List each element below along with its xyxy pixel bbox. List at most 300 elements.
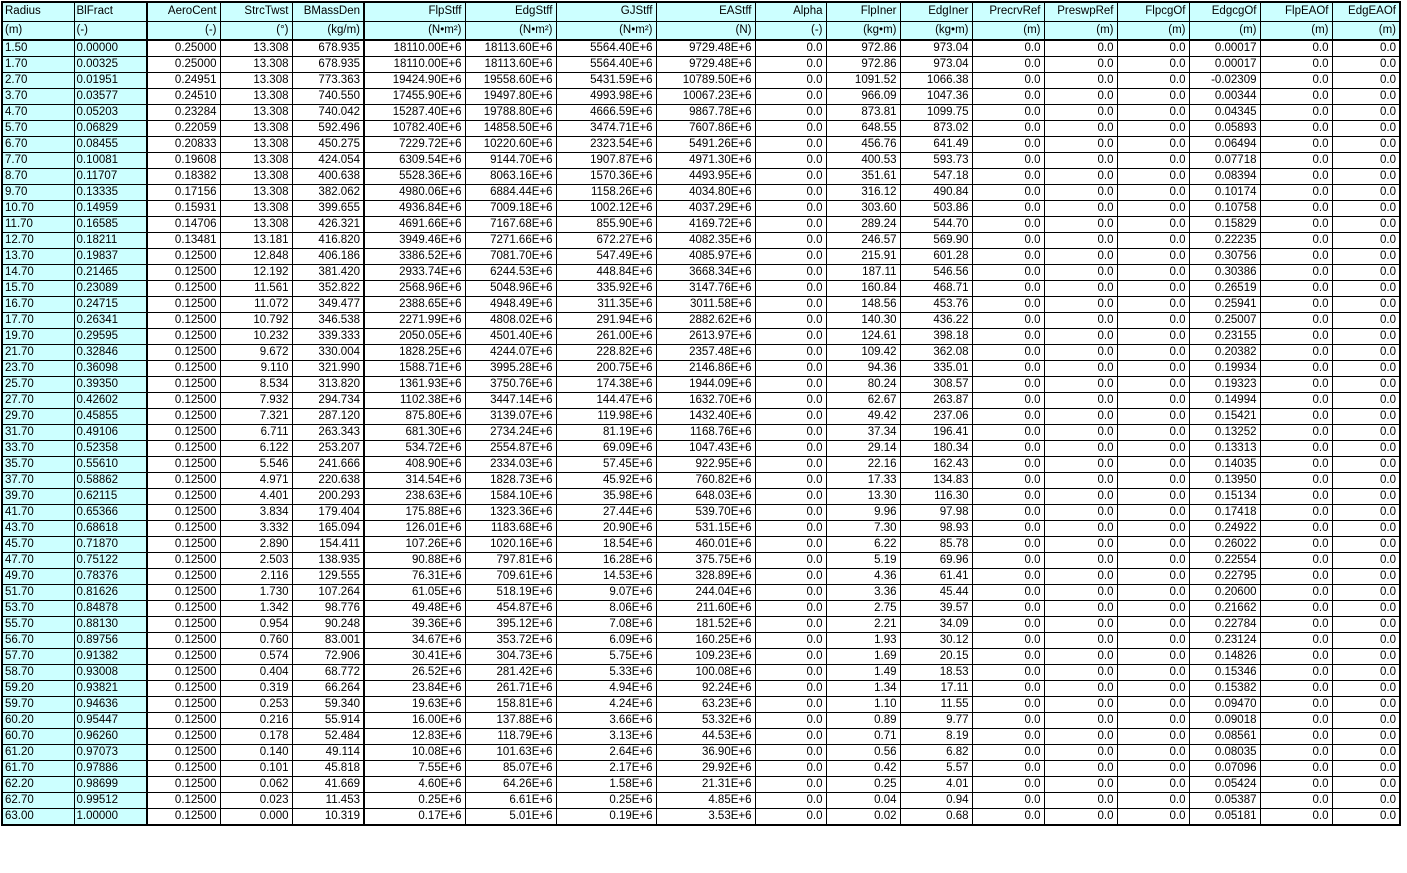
cell-blfract: 0.96260	[74, 729, 147, 745]
cell-preswpref: 0.0	[1044, 489, 1117, 505]
cell-alpha: 0.0	[755, 441, 826, 457]
cell-preswpref: 0.0	[1044, 521, 1117, 537]
cell-flpeaof: 0.0	[1260, 409, 1332, 425]
cell-alpha: 0.0	[755, 761, 826, 777]
cell-blfract: 0.00325	[74, 57, 147, 73]
cell-edgcgof: 0.30756	[1189, 249, 1260, 265]
cell-flpstff: 18110.00E+6	[364, 40, 465, 57]
cell-alpha: 0.0	[755, 89, 826, 105]
cell-edginer: 1099.75	[900, 105, 972, 121]
column-unit-flpeaof: (m)	[1260, 22, 1332, 41]
cell-eastff: 922.95E+6	[656, 457, 755, 473]
cell-aerocent: 0.14706	[147, 217, 220, 233]
cell-flpiner: 0.25	[826, 777, 900, 793]
cell-flpstff: 2933.74E+6	[364, 265, 465, 281]
cell-edginer: 263.87	[900, 393, 972, 409]
cell-blfract: 0.65366	[74, 505, 147, 521]
cell-bmassden: 352.822	[292, 281, 364, 297]
table-row	[2, 153, 1400, 169]
cell-flpeaof: 0.0	[1260, 105, 1332, 121]
cell-alpha: 0.0	[755, 201, 826, 217]
cell-edginer: 641.49	[900, 137, 972, 153]
cell-edgstff: 4948.49E+6	[465, 297, 556, 313]
cell-radius: 14.70	[2, 265, 74, 281]
cell-blfract: 0.10081	[74, 153, 147, 169]
cell-precrvref: 0.0	[972, 697, 1044, 713]
cell-gjstff: 35.98E+6	[556, 489, 656, 505]
cell-gjstff: 448.84E+6	[556, 265, 656, 281]
cell-aerocent: 0.20833	[147, 137, 220, 153]
cell-edgstff: 10220.60E+6	[465, 137, 556, 153]
cell-aerocent: 0.12500	[147, 473, 220, 489]
column-header-flpcgof: FlpcgOf	[1117, 2, 1189, 22]
cell-strctwst: 13.308	[220, 217, 292, 233]
cell-edgcgof: 0.09470	[1189, 697, 1260, 713]
cell-edgcgof: 0.05893	[1189, 121, 1260, 137]
cell-preswpref: 0.0	[1044, 681, 1117, 697]
table-row	[2, 425, 1400, 441]
cell-precrvref: 0.0	[972, 361, 1044, 377]
cell-precrvref: 0.0	[972, 57, 1044, 73]
cell-precrvref: 0.0	[972, 521, 1044, 537]
cell-precrvref: 0.0	[972, 393, 1044, 409]
cell-flpiner: 62.67	[826, 393, 900, 409]
cell-edgstff: 4244.07E+6	[465, 345, 556, 361]
cell-flpiner: 0.56	[826, 745, 900, 761]
cell-edgeaof: 0.0	[1332, 409, 1400, 425]
cell-bmassden: 179.404	[292, 505, 364, 521]
cell-strctwst: 0.101	[220, 761, 292, 777]
cell-flpstff: 314.54E+6	[364, 473, 465, 489]
cell-alpha: 0.0	[755, 681, 826, 697]
cell-flpeaof: 0.0	[1260, 169, 1332, 185]
cell-blfract: 0.97073	[74, 745, 147, 761]
cell-flpcgof: 0.0	[1117, 57, 1189, 73]
cell-gjstff: 1907.87E+6	[556, 153, 656, 169]
cell-edgstff: 261.71E+6	[465, 681, 556, 697]
cell-flpcgof: 0.0	[1117, 489, 1189, 505]
cell-edgstff: 2334.03E+6	[465, 457, 556, 473]
cell-gjstff: 4666.59E+6	[556, 105, 656, 121]
cell-strctwst: 4.401	[220, 489, 292, 505]
cell-preswpref: 0.0	[1044, 761, 1117, 777]
cell-strctwst: 0.216	[220, 713, 292, 729]
cell-blfract: 0.81626	[74, 585, 147, 601]
cell-blfract: 0.68618	[74, 521, 147, 537]
cell-edginer: 30.12	[900, 633, 972, 649]
cell-edgcgof: 0.13313	[1189, 441, 1260, 457]
cell-radius: 11.70	[2, 217, 74, 233]
cell-radius: 49.70	[2, 569, 74, 585]
cell-aerocent: 0.12500	[147, 361, 220, 377]
cell-preswpref: 0.0	[1044, 505, 1117, 521]
cell-gjstff: 81.19E+6	[556, 425, 656, 441]
cell-flpiner: 7.30	[826, 521, 900, 537]
cell-aerocent: 0.12500	[147, 249, 220, 265]
cell-precrvref: 0.0	[972, 249, 1044, 265]
cell-flpiner: 5.19	[826, 553, 900, 569]
cell-flpcgof: 0.0	[1117, 89, 1189, 105]
cell-precrvref: 0.0	[972, 633, 1044, 649]
cell-flpstff: 1588.71E+6	[364, 361, 465, 377]
cell-alpha: 0.0	[755, 457, 826, 473]
cell-aerocent: 0.12500	[147, 281, 220, 297]
cell-gjstff: 20.90E+6	[556, 521, 656, 537]
cell-blfract: 0.52358	[74, 441, 147, 457]
cell-edgcgof: 0.19934	[1189, 361, 1260, 377]
cell-flpcgof: 0.0	[1117, 265, 1189, 281]
cell-gjstff: 291.94E+6	[556, 313, 656, 329]
cell-blfract: 0.01951	[74, 73, 147, 89]
cell-bmassden: 330.004	[292, 345, 364, 361]
cell-flpstff: 12.83E+6	[364, 729, 465, 745]
cell-flpstff: 17455.90E+6	[364, 89, 465, 105]
cell-flpiner: 2.75	[826, 601, 900, 617]
cell-radius: 23.70	[2, 361, 74, 377]
table-row	[2, 441, 1400, 457]
cell-flpstff: 6309.54E+6	[364, 153, 465, 169]
cell-aerocent: 0.12500	[147, 649, 220, 665]
table-row	[2, 585, 1400, 601]
cell-radius: 56.70	[2, 633, 74, 649]
cell-bmassden: 399.655	[292, 201, 364, 217]
table-row	[2, 185, 1400, 201]
cell-eastff: 4169.72E+6	[656, 217, 755, 233]
cell-gjstff: 174.38E+6	[556, 377, 656, 393]
cell-strctwst: 1.342	[220, 601, 292, 617]
cell-eastff: 3011.58E+6	[656, 297, 755, 313]
cell-alpha: 0.0	[755, 409, 826, 425]
cell-edgstff: 7271.66E+6	[465, 233, 556, 249]
cell-edgcgof: 0.22554	[1189, 553, 1260, 569]
cell-gjstff: 5.75E+6	[556, 649, 656, 665]
cell-gjstff: 0.19E+6	[556, 809, 656, 826]
cell-strctwst: 0.404	[220, 665, 292, 681]
cell-edgstff: 353.72E+6	[465, 633, 556, 649]
cell-eastff: 244.04E+6	[656, 585, 755, 601]
cell-eastff: 1944.09E+6	[656, 377, 755, 393]
cell-flpeaof: 0.0	[1260, 201, 1332, 217]
cell-edgcgof: 0.30386	[1189, 265, 1260, 281]
cell-eastff: 1432.40E+6	[656, 409, 755, 425]
cell-precrvref: 0.0	[972, 185, 1044, 201]
cell-flpeaof: 0.0	[1260, 233, 1332, 249]
cell-strctwst: 13.308	[220, 73, 292, 89]
cell-flpeaof: 0.0	[1260, 553, 1332, 569]
cell-flpcgof: 0.0	[1117, 473, 1189, 489]
cell-flpcgof: 0.0	[1117, 361, 1189, 377]
cell-preswpref: 0.0	[1044, 57, 1117, 73]
cell-preswpref: 0.0	[1044, 377, 1117, 393]
cell-bmassden: 773.363	[292, 73, 364, 89]
cell-edginer: 569.90	[900, 233, 972, 249]
cell-precrvref: 0.0	[972, 569, 1044, 585]
cell-strctwst: 9.672	[220, 345, 292, 361]
cell-flpcgof: 0.0	[1117, 505, 1189, 521]
cell-edgcgof: 0.22235	[1189, 233, 1260, 249]
cell-flpeaof: 0.0	[1260, 297, 1332, 313]
cell-radius: 25.70	[2, 377, 74, 393]
cell-radius: 53.70	[2, 601, 74, 617]
cell-eastff: 2882.62E+6	[656, 313, 755, 329]
column-header-eastff: EAStff	[656, 2, 755, 22]
cell-preswpref: 0.0	[1044, 40, 1117, 57]
cell-alpha: 0.0	[755, 217, 826, 233]
cell-gjstff: 0.25E+6	[556, 793, 656, 809]
cell-eastff: 7607.86E+6	[656, 121, 755, 137]
cell-edginer: 436.22	[900, 313, 972, 329]
cell-flpstff: 875.80E+6	[364, 409, 465, 425]
cell-alpha: 0.0	[755, 185, 826, 201]
cell-flpiner: 873.81	[826, 105, 900, 121]
cell-flpiner: 148.56	[826, 297, 900, 313]
cell-precrvref: 0.0	[972, 457, 1044, 473]
cell-preswpref: 0.0	[1044, 425, 1117, 441]
cell-radius: 12.70	[2, 233, 74, 249]
cell-flpeaof: 0.0	[1260, 633, 1332, 649]
cell-edgeaof: 0.0	[1332, 185, 1400, 201]
cell-precrvref: 0.0	[972, 233, 1044, 249]
cell-blfract: 0.91382	[74, 649, 147, 665]
cell-edgstff: 1584.10E+6	[465, 489, 556, 505]
cell-eastff: 9867.78E+6	[656, 105, 755, 121]
cell-flpeaof: 0.0	[1260, 537, 1332, 553]
cell-precrvref: 0.0	[972, 137, 1044, 153]
cell-edgeaof: 0.0	[1332, 665, 1400, 681]
cell-alpha: 0.0	[755, 729, 826, 745]
cell-eastff: 2146.86E+6	[656, 361, 755, 377]
cell-edginer: 8.19	[900, 729, 972, 745]
cell-eastff: 4082.35E+6	[656, 233, 755, 249]
cell-flpeaof: 0.0	[1260, 73, 1332, 89]
cell-bmassden: 220.638	[292, 473, 364, 489]
cell-edgstff: 137.88E+6	[465, 713, 556, 729]
cell-preswpref: 0.0	[1044, 329, 1117, 345]
cell-flpiner: 966.09	[826, 89, 900, 105]
cell-aerocent: 0.12500	[147, 457, 220, 473]
cell-flpcgof: 0.0	[1117, 729, 1189, 745]
cell-flpiner: 289.24	[826, 217, 900, 233]
header-unit-row	[2, 22, 1400, 41]
cell-flpiner: 140.30	[826, 313, 900, 329]
cell-alpha: 0.0	[755, 569, 826, 585]
cell-preswpref: 0.0	[1044, 457, 1117, 473]
cell-strctwst: 2.503	[220, 553, 292, 569]
cell-blfract: 0.18211	[74, 233, 147, 249]
cell-strctwst: 12.848	[220, 249, 292, 265]
cell-aerocent: 0.19608	[147, 153, 220, 169]
cell-blfract: 0.39350	[74, 377, 147, 393]
cell-edgstff: 118.79E+6	[465, 729, 556, 745]
cell-alpha: 0.0	[755, 281, 826, 297]
cell-edgeaof: 0.0	[1332, 649, 1400, 665]
cell-strctwst: 3.332	[220, 521, 292, 537]
cell-aerocent: 0.12500	[147, 585, 220, 601]
cell-strctwst: 3.834	[220, 505, 292, 521]
cell-flpiner: 17.33	[826, 473, 900, 489]
cell-bmassden: 55.914	[292, 713, 364, 729]
cell-precrvref: 0.0	[972, 665, 1044, 681]
cell-edginer: 973.04	[900, 40, 972, 57]
cell-preswpref: 0.0	[1044, 601, 1117, 617]
cell-radius: 57.70	[2, 649, 74, 665]
cell-preswpref: 0.0	[1044, 169, 1117, 185]
column-header-alpha: Alpha	[755, 2, 826, 22]
cell-aerocent: 0.12500	[147, 393, 220, 409]
cell-eastff: 4971.30E+6	[656, 153, 755, 169]
cell-edgeaof: 0.0	[1332, 745, 1400, 761]
cell-strctwst: 11.561	[220, 281, 292, 297]
cell-edgstff: 3447.14E+6	[465, 393, 556, 409]
cell-flpeaof: 0.0	[1260, 457, 1332, 473]
cell-precrvref: 0.0	[972, 169, 1044, 185]
cell-edgstff: 9144.70E+6	[465, 153, 556, 169]
cell-aerocent: 0.12500	[147, 537, 220, 553]
cell-edginer: 4.01	[900, 777, 972, 793]
cell-edginer: 6.82	[900, 745, 972, 761]
cell-edgeaof: 0.0	[1332, 617, 1400, 633]
cell-alpha: 0.0	[755, 633, 826, 649]
cell-edgstff: 797.81E+6	[465, 553, 556, 569]
column-unit-gjstff: (N•m²)	[556, 22, 656, 41]
cell-edgcgof: 0.25941	[1189, 297, 1260, 313]
cell-eastff: 53.32E+6	[656, 713, 755, 729]
cell-flpeaof: 0.0	[1260, 729, 1332, 745]
cell-aerocent: 0.25000	[147, 40, 220, 57]
cell-edgcgof: 0.25007	[1189, 313, 1260, 329]
cell-preswpref: 0.0	[1044, 809, 1117, 826]
cell-edginer: 453.76	[900, 297, 972, 313]
cell-flpiner: 0.02	[826, 809, 900, 826]
cell-precrvref: 0.0	[972, 713, 1044, 729]
table-row	[2, 361, 1400, 377]
cell-edgeaof: 0.0	[1332, 457, 1400, 473]
cell-flpiner: 246.57	[826, 233, 900, 249]
cell-alpha: 0.0	[755, 137, 826, 153]
cell-blfract: 0.13335	[74, 185, 147, 201]
cell-flpiner: 0.71	[826, 729, 900, 745]
cell-eastff: 181.52E+6	[656, 617, 755, 633]
cell-flpiner: 303.60	[826, 201, 900, 217]
table-row	[2, 201, 1400, 217]
cell-edgcgof: 0.15382	[1189, 681, 1260, 697]
column-unit-alpha: (-)	[755, 22, 826, 41]
cell-blfract: 1.00000	[74, 809, 147, 826]
cell-edgcgof: 0.15421	[1189, 409, 1260, 425]
cell-strctwst: 13.308	[220, 185, 292, 201]
cell-edgstff: 3750.76E+6	[465, 377, 556, 393]
column-header-blfract: BlFract	[74, 2, 147, 22]
cell-radius: 8.70	[2, 169, 74, 185]
cell-edgcgof: 0.06494	[1189, 137, 1260, 153]
cell-edgstff: 6.61E+6	[465, 793, 556, 809]
cell-eastff: 375.75E+6	[656, 553, 755, 569]
table-row	[2, 505, 1400, 521]
cell-flpiner: 37.34	[826, 425, 900, 441]
cell-edgeaof: 0.0	[1332, 73, 1400, 89]
cell-edgcgof: 0.19323	[1189, 377, 1260, 393]
cell-precrvref: 0.0	[972, 121, 1044, 137]
cell-flpstff: 175.88E+6	[364, 505, 465, 521]
cell-flpcgof: 0.0	[1117, 201, 1189, 217]
cell-flpeaof: 0.0	[1260, 441, 1332, 457]
cell-strctwst: 0.319	[220, 681, 292, 697]
cell-flpiner: 9.96	[826, 505, 900, 521]
cell-alpha: 0.0	[755, 537, 826, 553]
column-header-edgcgof: EdgcgOf	[1189, 2, 1260, 22]
cell-gjstff: 261.00E+6	[556, 329, 656, 345]
cell-gjstff: 4993.98E+6	[556, 89, 656, 105]
table-row	[2, 89, 1400, 105]
cell-strctwst: 2.890	[220, 537, 292, 553]
cell-edgeaof: 0.0	[1332, 601, 1400, 617]
cell-edgcgof: 0.15829	[1189, 217, 1260, 233]
cell-radius: 41.70	[2, 505, 74, 521]
cell-bmassden: 678.935	[292, 57, 364, 73]
cell-gjstff: 200.75E+6	[556, 361, 656, 377]
cell-edgcgof: 0.10758	[1189, 201, 1260, 217]
cell-alpha: 0.0	[755, 777, 826, 793]
cell-strctwst: 0.760	[220, 633, 292, 649]
table-row	[2, 761, 1400, 777]
cell-precrvref: 0.0	[972, 761, 1044, 777]
cell-edgcgof: 0.17418	[1189, 505, 1260, 521]
cell-flpcgof: 0.0	[1117, 585, 1189, 601]
cell-bmassden: 678.935	[292, 40, 364, 57]
cell-preswpref: 0.0	[1044, 665, 1117, 681]
cell-flpstff: 61.05E+6	[364, 585, 465, 601]
column-unit-bmassden: (kg/m)	[292, 22, 364, 41]
cell-flpeaof: 0.0	[1260, 57, 1332, 73]
cell-edgeaof: 0.0	[1332, 121, 1400, 137]
column-unit-edginer: (kg•m)	[900, 22, 972, 41]
cell-flpcgof: 0.0	[1117, 393, 1189, 409]
cell-blfract: 0.58862	[74, 473, 147, 489]
cell-flpstff: 26.52E+6	[364, 665, 465, 681]
cell-blfract: 0.00000	[74, 40, 147, 57]
cell-radius: 3.70	[2, 89, 74, 105]
table-row	[2, 169, 1400, 185]
cell-edginer: 335.01	[900, 361, 972, 377]
cell-edgcgof: 0.23155	[1189, 329, 1260, 345]
cell-edginer: 34.09	[900, 617, 972, 633]
cell-edgeaof: 0.0	[1332, 793, 1400, 809]
cell-radius: 61.20	[2, 745, 74, 761]
column-unit-preswpref: (m)	[1044, 22, 1117, 41]
cell-preswpref: 0.0	[1044, 729, 1117, 745]
cell-flpiner: 109.42	[826, 345, 900, 361]
cell-gjstff: 3.66E+6	[556, 713, 656, 729]
cell-flpcgof: 0.0	[1117, 185, 1189, 201]
cell-edgcgof: 0.21662	[1189, 601, 1260, 617]
column-header-gjstff: GJStff	[556, 2, 656, 22]
cell-edgcgof: 0.26519	[1189, 281, 1260, 297]
cell-flpcgof: 0.0	[1117, 121, 1189, 137]
cell-precrvref: 0.0	[972, 265, 1044, 281]
cell-alpha: 0.0	[755, 265, 826, 281]
cell-alpha: 0.0	[755, 377, 826, 393]
cell-flpcgof: 0.0	[1117, 313, 1189, 329]
cell-flpcgof: 0.0	[1117, 713, 1189, 729]
cell-alpha: 0.0	[755, 809, 826, 826]
cell-aerocent: 0.12500	[147, 297, 220, 313]
cell-alpha: 0.0	[755, 169, 826, 185]
cell-edgstff: 281.42E+6	[465, 665, 556, 681]
cell-flpstff: 2271.99E+6	[364, 313, 465, 329]
table-row	[2, 313, 1400, 329]
cell-radius: 55.70	[2, 617, 74, 633]
table-body	[2, 40, 1400, 825]
